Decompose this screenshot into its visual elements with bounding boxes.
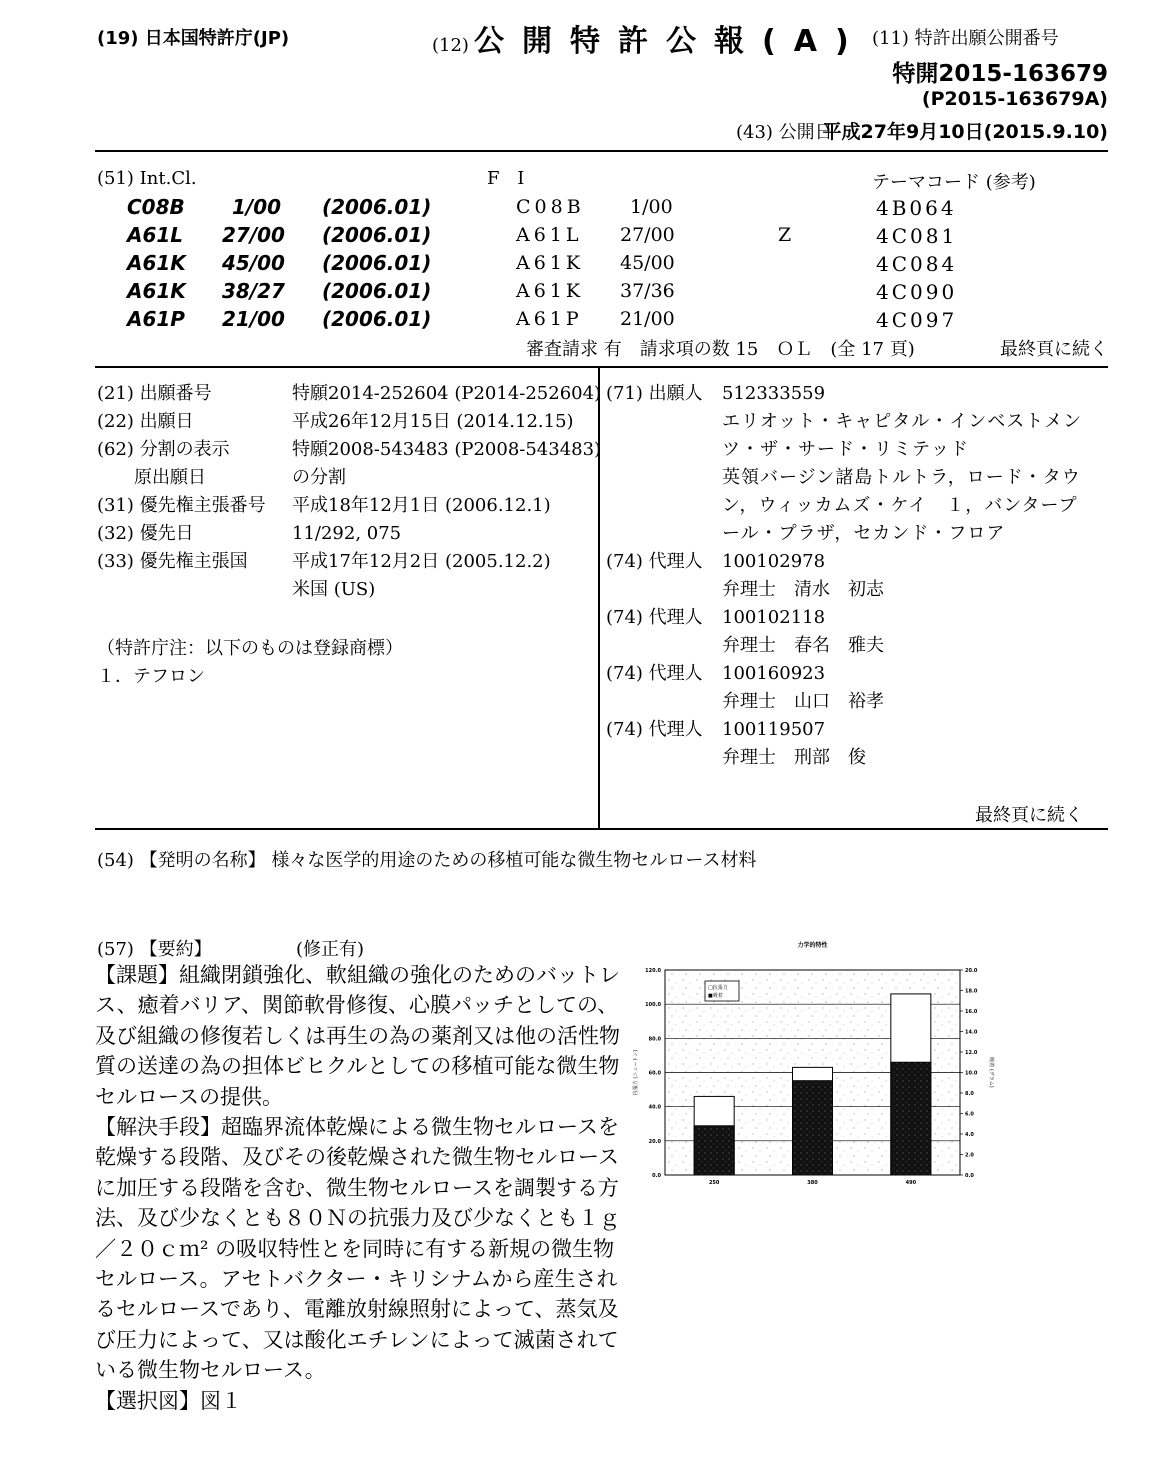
theme-code: 4B064: [876, 196, 957, 220]
agent-number: 100160923: [722, 663, 826, 684]
doc-type-num: (12): [432, 35, 469, 56]
y-left-tick-label: 120.0: [645, 968, 661, 974]
ipc-group: 27/00: [222, 223, 285, 247]
abstract-line: 乾燥する段階、及びその後乾燥された微生物セルロース: [95, 1145, 619, 1170]
y-right-tick-label: 2.0: [965, 1152, 974, 1159]
app-row-value: 平成18年12月1日 (2006.12.1): [292, 495, 551, 516]
abstract-line: 【解決手段】超臨界流体乾燥による微生物セルロースを: [95, 1115, 619, 1140]
y-right-tick-label: 18.0: [965, 988, 978, 995]
fi-code: C08B: [516, 196, 585, 218]
mechanical-properties-chart: [625, 935, 1005, 1195]
ipc-group: 21/00: [222, 307, 285, 331]
app-row-label: (62) 分割の表示: [97, 439, 230, 460]
applicant-label: (71) 出願人: [606, 383, 703, 404]
app-row-value: の分割: [292, 467, 346, 488]
continued-note-bottom: 最終頁に続く: [975, 805, 1083, 826]
abstract-line: 法、及び少なくとも８０Ｎの抗張力及び少なくとも１ｇ: [95, 1206, 620, 1231]
legend-label-tensile: □抗張力: [708, 985, 728, 991]
theme-code: 4C090: [876, 280, 958, 304]
agent-number: 100102978: [722, 551, 826, 572]
legend-label-absorption: ■吸着: [708, 993, 723, 999]
app-row-label: 原出願日: [134, 467, 206, 488]
theme-code: 4C084: [876, 252, 958, 276]
y-left-tick-label: 60.0: [648, 1070, 661, 1077]
ipc-group: 38/27: [222, 279, 285, 303]
y-right-tick-label: 14.0: [965, 1029, 978, 1036]
app-row-value: 特願2014-252604 (P2014-252604): [292, 383, 602, 404]
y-right-tick-label: 4.0: [965, 1132, 974, 1138]
applicant-number: 512333559: [722, 383, 826, 404]
invention-title: (54) 【発明の名称】 様々な医学的用途のための移植可能な微生物セルロース材料: [97, 850, 757, 871]
ipc-code: A61K: [127, 279, 186, 303]
theme-code: 4C081: [876, 224, 958, 248]
y-right-tick-label: 10.0: [965, 1070, 978, 1077]
theme-code-label: テーマコード (参考): [872, 172, 1036, 193]
app-row-value: 平成26年12月15日 (2014.12.15): [292, 411, 574, 432]
classification-divider: [95, 366, 1108, 368]
agent-label: (74) 代理人: [606, 719, 703, 740]
abstract-amended: (修正有): [296, 939, 365, 960]
app-row-value: 平成17年12月2日 (2005.12.2): [292, 551, 551, 572]
app-row-label: (22) 出願日: [97, 411, 194, 432]
application-values: [292, 380, 601, 604]
agent-name: 弁理士 清水 初志: [722, 579, 884, 600]
doc-type: [432, 16, 867, 60]
intcl-label: (51) Int.Cl.: [97, 168, 197, 189]
fi-symbol: Z: [778, 224, 792, 246]
exam-request-line: 審査請求 有 請求項の数 15 ＯＬ (全 17 頁): [526, 339, 915, 360]
fi-group: 37/36: [620, 280, 675, 302]
app-row-label: (33) 優先権主張国: [97, 551, 248, 572]
abstract-line: 【選択図】図１: [95, 1388, 242, 1413]
agent-number: 100102118: [722, 607, 826, 628]
applicant-address: ン，ウィッカムズ・ケイ １，バンタープ: [722, 495, 1078, 516]
x-tick-label: 250: [708, 1180, 720, 1186]
application-info: [97, 380, 266, 576]
agent-name: 弁理士 刑部 俊: [722, 747, 866, 768]
fi-code: A61K: [516, 280, 585, 302]
fi-code: A61K: [516, 252, 585, 274]
abstract-line: 及び組織の修復若しくは再生の為の薬剤又は他の活性物: [95, 1023, 620, 1048]
trademark-note: （特許庁注：以下のものは登録商標）: [97, 638, 403, 659]
y-right-tick-label: 0.0: [965, 1173, 974, 1179]
ipc-code: A61P: [127, 307, 185, 331]
y-right-tick-label: 20.0: [965, 968, 978, 974]
abstract-line: び圧力によって、又は酸化エチレンによって滅菌されて: [95, 1327, 619, 1352]
applicant-address: ール・プラザ，セカンド・フロア: [722, 523, 1006, 544]
y-left-tick-label: 100.0: [645, 1002, 661, 1009]
pub-no-label: (11) 特許出願公開番号: [872, 28, 1059, 49]
abstract-line: ス、癒着バリア、関節軟骨修復、心膜パッチとしての、: [95, 993, 619, 1018]
y-left-tick-label: 80.0: [648, 1036, 661, 1043]
app-row-value: 特願2008-543483 (P2008-543483): [292, 439, 602, 460]
bar-absorption: [793, 1081, 833, 1175]
fi-code: A61P: [516, 308, 583, 330]
pub-no: 特開2015-163679: [892, 61, 1108, 87]
y-left-tick-label: 40.0: [648, 1104, 661, 1111]
pub-no-alt: (P2015-163679A): [921, 88, 1108, 110]
ipc-code: C08B: [127, 195, 185, 219]
continued-note-top: 最終頁に続く: [1000, 339, 1108, 360]
fi-code: A61L: [516, 224, 583, 246]
abstract-line: るセルロースであり、電離放射線照射によって、蒸気及: [95, 1297, 619, 1322]
app-row-label: (21) 出願番号: [97, 383, 212, 404]
theme-code: 4C097: [876, 308, 958, 332]
ipc-code: A61K: [127, 251, 186, 275]
app-row-value: 11/292, 075: [292, 523, 402, 544]
agent-label: (74) 代理人: [606, 663, 703, 684]
ipc-version: (2006.01): [322, 223, 432, 247]
abstract-line: 【課題】組織閉鎖強化、軟組織の強化のためのバットレ: [95, 963, 620, 987]
y-left-tick-label: 20.0: [648, 1138, 661, 1145]
y-right-tick-label: 16.0: [965, 1009, 978, 1015]
agent-label: (74) 代理人: [606, 607, 703, 628]
fi-group: 27/00: [620, 224, 675, 246]
office-name: (19) 日本国特許庁(JP): [97, 28, 290, 49]
ipc-code: A61L: [127, 223, 184, 247]
agent-label: (74) 代理人: [606, 551, 703, 572]
abstract-line: ／２０ｃｍ² の吸収特性とを同時に有する新規の微生物: [95, 1236, 615, 1261]
abstract-line: 質の送達の為の担体ビヒクルとしての移植可能な微生物: [95, 1054, 620, 1079]
agent-number: 100119507: [722, 719, 826, 740]
abstract-line: に加圧する段階を含む、微生物セルロースを調製する方: [95, 1175, 619, 1200]
doc-type-title: 公開特許公報(A): [474, 24, 867, 59]
ipc-version: (2006.01): [322, 307, 432, 331]
agent-name: 弁理士 山口 裕孝: [722, 691, 884, 712]
applicant-name: エリオット・キャピタル・インベストメン: [722, 411, 1083, 432]
trademark-item: １．テフロン: [97, 666, 205, 687]
ipc-group: 1/00: [232, 195, 282, 219]
y-right-tick-label: 8.0: [965, 1091, 974, 1097]
x-tick-label: 380: [807, 1180, 818, 1186]
ipc-group: 45/00: [222, 251, 285, 275]
abstract-line: セルロースの提供。: [95, 1084, 283, 1109]
y-right-axis-label: 吸着 (グラム): [988, 1057, 994, 1088]
abstract-body: [95, 960, 620, 1416]
applicant-address: 英領バージン諸島トルトラ，ロード・タウ: [722, 467, 1081, 488]
y-right-tick-label: 6.0: [965, 1111, 974, 1118]
info-divider: [95, 828, 1108, 830]
abstract-heading: (57) 【要約】: [97, 939, 212, 960]
bar-absorption: [891, 1062, 931, 1175]
abstract-line: セルロース。アセトバクター・キリシナムから産生され: [95, 1267, 618, 1292]
chart-title: 力学的特性: [797, 942, 828, 949]
applicant-name: ツ・ザ・サード・リミテッド: [722, 439, 969, 460]
agent-name: 弁理士 春名 雅夫: [722, 635, 884, 656]
fi-group: 21/00: [620, 308, 675, 330]
y-left-tick-label: 0.0: [652, 1173, 661, 1179]
fi-label: F I: [487, 168, 531, 189]
app-row-value: 米国 (US): [292, 579, 376, 600]
ipc-version: (2006.01): [322, 195, 432, 219]
app-row-label: (32) 優先日: [97, 523, 194, 544]
abstract-line: いる微生物セルロース。: [95, 1358, 326, 1383]
ipc-version: (2006.01): [322, 279, 432, 303]
ipc-version: (2006.01): [322, 251, 432, 275]
header-divider: [95, 150, 1108, 152]
bar-absorption: [694, 1126, 734, 1175]
applicant-block: [722, 380, 1082, 772]
fi-group: 1/00: [630, 196, 673, 218]
pub-date-label: (43) 公開日: [736, 122, 833, 143]
app-row-label: (31) 優先権主張番号: [97, 495, 266, 516]
pub-date: 平成27年9月10日(2015.9.10): [822, 121, 1108, 143]
fi-group: 45/00: [620, 252, 675, 274]
x-tick-label: 490: [905, 1180, 917, 1186]
y-left-axis-label: 抗張力 (ニュートン): [633, 1049, 639, 1096]
y-right-tick-label: 12.0: [965, 1050, 978, 1056]
